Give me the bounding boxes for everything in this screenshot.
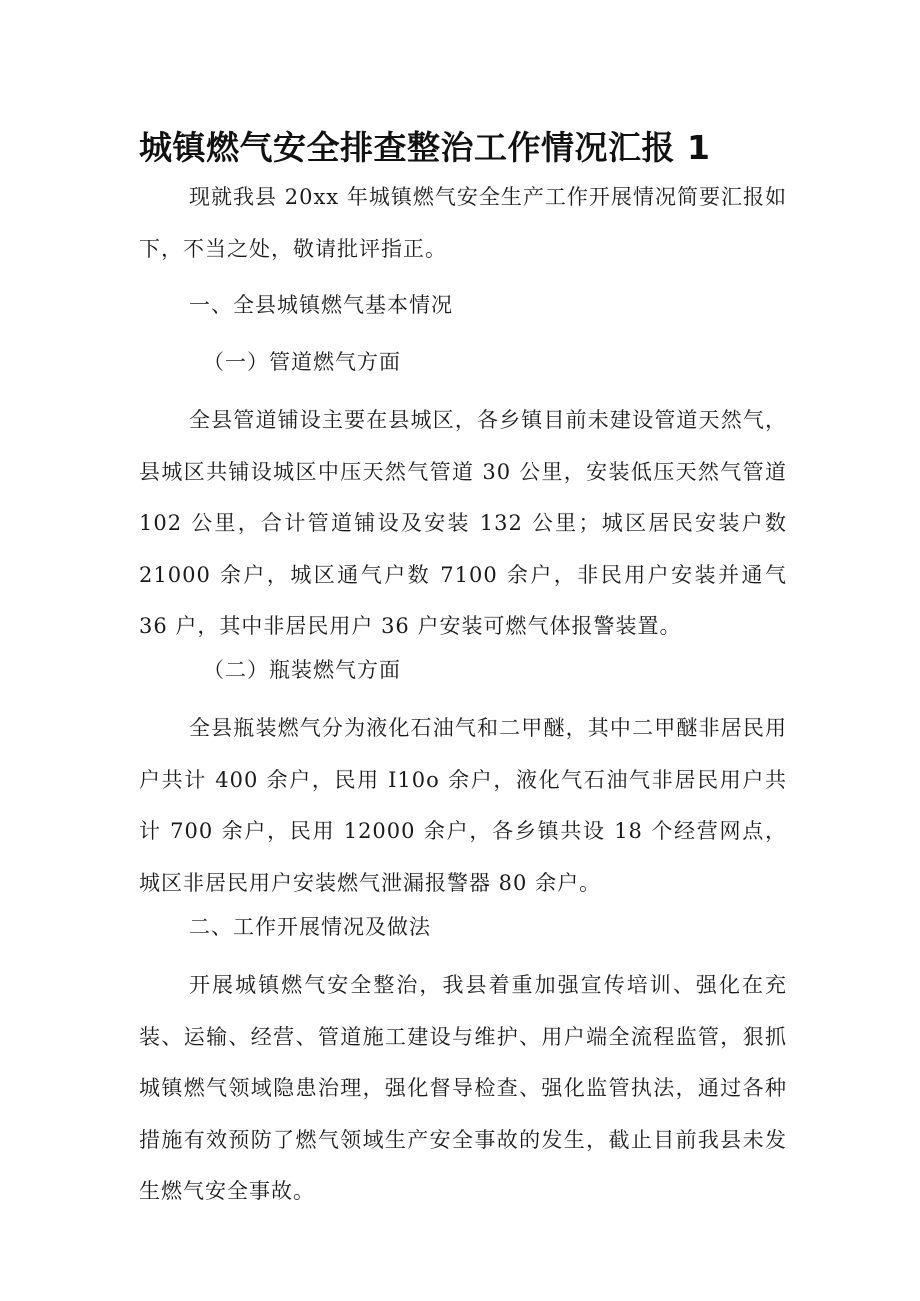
section-2-body: 开展城镇燃气安全整治，我县着重加强宣传培训、强化在充装、运输、经营、管道施工建设与维护、用户端全流程监管，狠抓城镇燃气领域隐患治理，强化督导检查、强化监管执法，通过各种措施有效预防了燃气领域生产安全事故的发生，截止目前我县未发生燃气安全事故。 [139, 973, 787, 1203]
document-title: 城镇燃气安全排查整治工作情况汇报 1 [139, 128, 711, 167]
intro-paragraph: 现就我县 20xx 年城镇燃气安全生产工作开展情况简要汇报如下，不当之处，敬请批评指正。 [139, 185, 787, 261]
section-1-heading: 一、全县城镇燃气基本情况 [189, 293, 453, 317]
section-1-2-heading: （二）瓶装燃气方面 [203, 658, 401, 682]
section-2-heading: 二、工作开展情况及做法 [189, 915, 431, 939]
section-1-1-body: 全县管道铺设主要在县城区，各乡镇目前未建设管道天然气，县城区共铺设城区中压天然气管道 30 公里，安装低压天然气管道 102 公里，合计管道铺设及安装 132 公里；城区居民安装户数 21000 余户，城区通气户数 7100 余户，非民用户安装并通气 36 户，其中非居民用户 36 户安装可燃气体报警装置。 [139, 408, 787, 638]
section-1-2-body: 全县瓶装燃气分为液化石油气和二甲醚，其中二甲醚非居民用户共计 400 余户，民用 I10o 余户，液化气石油气非居民用户共计 700 余户，民用 12000 余户，各乡镇共设 18 个经营网点，城区非居民用户安装燃气泄漏报警器 80 余户。 [139, 716, 787, 895]
section-1-1-heading: （一）管道燃气方面 [203, 350, 401, 374]
